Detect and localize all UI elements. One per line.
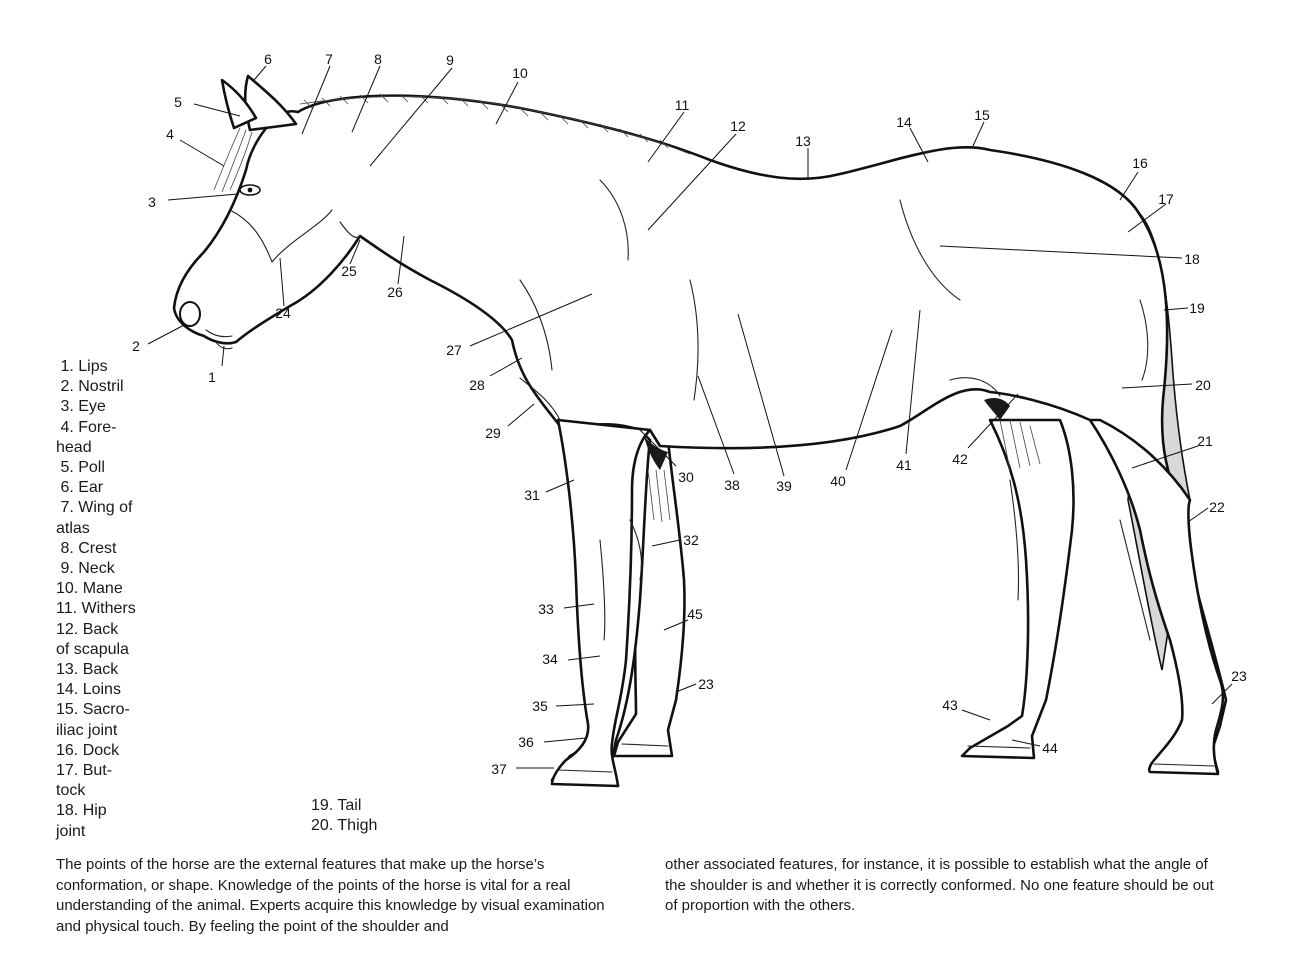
legend-item: 9. Neck (56, 560, 115, 578)
legend-item: 2. Nostril (56, 378, 124, 396)
callout-21: 21 (1197, 433, 1213, 449)
callout-45: 45 (687, 606, 703, 622)
legend-item: 10. Mane (56, 580, 123, 598)
legend-item: 19. Tail (311, 797, 362, 814)
callout-7: 7 (325, 51, 333, 67)
legend-item: 7. Wing of (56, 499, 133, 517)
legend-item: head (56, 438, 92, 456)
legend-item: tock (56, 782, 86, 800)
callout-35: 35 (532, 698, 548, 714)
callout-22: 22 (1209, 499, 1225, 515)
callout-42: 42 (952, 451, 968, 467)
legend-item: joint (56, 822, 86, 840)
callout-23-hind: 23 (1231, 668, 1247, 684)
legend-item: 14. Loins (56, 681, 121, 699)
callout-3: 3 (148, 194, 156, 210)
near-ear (245, 76, 296, 130)
legend-item: 15. Sacro- (56, 701, 130, 719)
callout-37: 37 (491, 761, 507, 777)
callout-36: 36 (518, 734, 534, 750)
legend-item: 11. Withers (56, 600, 136, 618)
callout-30: 30 (678, 469, 694, 485)
callout-9: 9 (446, 52, 454, 68)
callout-23-front: 23 (698, 676, 714, 692)
caption-right: other associated features, for instance, it is possible to establish what the angle of the shoulder is and whether it is correctly conformed. No one feature should be out of proportion with the others. (665, 856, 1214, 914)
caption-left: The points of the horse are the external features that make up the horse’s conformation, or shape. Knowledge of the points of the horse is vital for a real understanding of the animal. Experts acquire this knowledge by visual examination and physical touch. By feeling the point of the shoulder and (56, 856, 605, 935)
callout-27: 27 (446, 342, 462, 358)
callout-6: 6 (264, 51, 272, 67)
callout-13: 13 (795, 133, 811, 149)
callout-19: 19 (1189, 300, 1205, 316)
legend-item: 13. Back (56, 661, 119, 679)
legend-item: atlas (56, 519, 90, 537)
callout-34: 34 (542, 651, 558, 667)
legend-item: 16. Dock (56, 741, 120, 759)
callout-20: 20 (1195, 377, 1211, 393)
legend-left (56, 357, 166, 842)
callout-24: 24 (275, 305, 291, 321)
callout-29: 29 (485, 425, 501, 441)
legend-item: 8. Crest (56, 539, 117, 557)
callout-4: 4 (166, 126, 174, 142)
callout-43: 43 (942, 697, 958, 713)
callout-10: 10 (512, 65, 528, 81)
callout-16: 16 (1132, 155, 1148, 171)
callout-15: 15 (974, 107, 990, 123)
callout-5: 5 (174, 94, 182, 110)
callout-17: 17 (1158, 191, 1174, 207)
callout-41: 41 (896, 457, 912, 473)
near-hind-leg (1090, 420, 1223, 774)
legend-item: 1. Lips (56, 358, 108, 375)
legend-item: 3. Eye (56, 398, 106, 416)
callout-31: 31 (524, 487, 540, 503)
callout-14: 14 (896, 114, 912, 130)
callout-25: 25 (341, 263, 357, 279)
legend-item: 5. Poll (56, 459, 105, 477)
callout-1: 1 (208, 369, 216, 385)
callout-11: 11 (674, 97, 690, 113)
callout-8: 8 (374, 51, 382, 67)
callout-32: 32 (683, 532, 699, 548)
callout-44: 44 (1042, 740, 1058, 756)
callout-26: 26 (387, 284, 403, 300)
legend-item: 4. Fore- (56, 418, 117, 436)
far-hind-leg (962, 420, 1074, 758)
legend-item: 18. Hip (56, 802, 107, 820)
legend-item: 12. Back (56, 620, 119, 638)
legend-item: 20. Thigh (311, 817, 378, 835)
callout-2: 2 (132, 338, 140, 354)
legend-item: iliac joint (56, 721, 118, 739)
callout-33: 33 (538, 601, 554, 617)
legend-item: of scapula (56, 640, 129, 658)
callout-40: 40 (830, 473, 846, 489)
legend-item: 6. Ear (56, 479, 104, 497)
callout-18: 18 (1184, 251, 1200, 267)
callout-38: 38 (724, 477, 740, 493)
callout-28: 28 (469, 377, 485, 393)
callout-12: 12 (730, 118, 746, 134)
callout-39: 39 (776, 478, 792, 494)
legend-item: 17. But- (56, 762, 113, 780)
legend-right (311, 796, 431, 836)
